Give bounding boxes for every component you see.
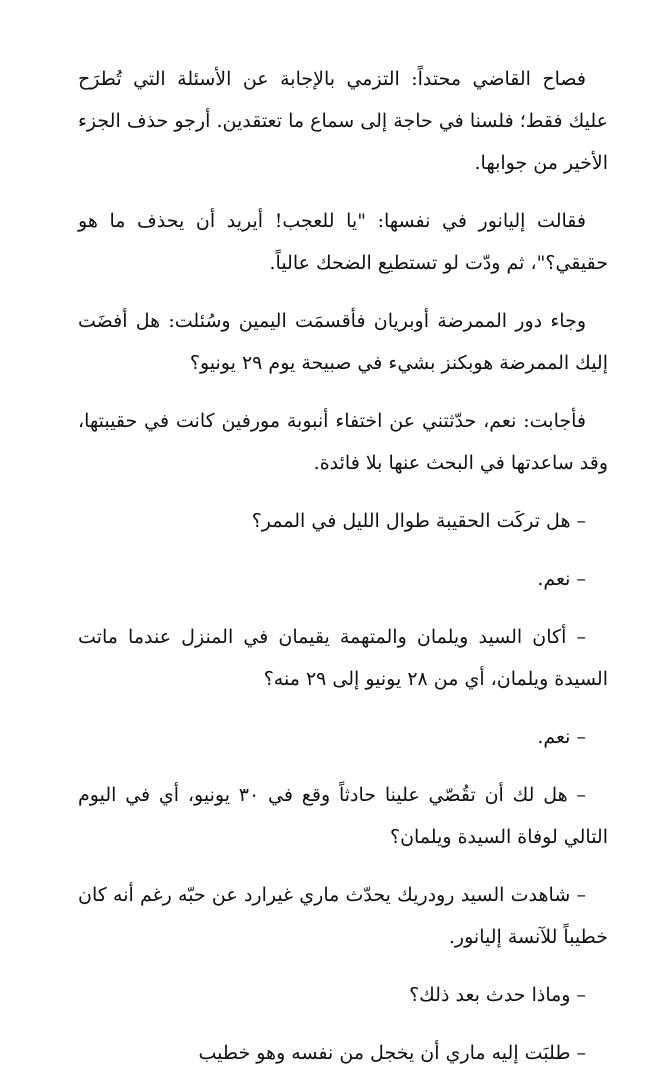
dialogue-question-then: – وماذا حدث بعد ذلك؟ bbox=[409, 984, 586, 1006]
dialogue-answer-yes-2: – نعم. bbox=[537, 726, 586, 748]
document-page bbox=[78, 58, 608, 1090]
dialogue-answer-roderick: – شاهدت السيد رودريك يحدّث ماري غيرارد عن حبّه رغم أنه كان خطيباً للآنسة إليانور. bbox=[78, 884, 608, 948]
paragraph-nurse-answer: فأجابت: نعم، حدّثتني عن اختفاء أنبوبة مورفين كانت في حقيبتها، وقد ساعدتها في البحث عنها بلا فائدة. bbox=[78, 410, 608, 474]
dialogue-answer-mary: – طلبَت إليه ماري أن يخجل من نفسه وهو خطيب bbox=[198, 1042, 586, 1064]
dialogue-question-bag: – هل تركَت الحقيبة طوال الليل في الممر؟ bbox=[251, 510, 586, 532]
dialogue-answer-yes: – نعم. bbox=[537, 568, 586, 590]
paragraph-judge-exclaims: فصاح القاضي محتداً: التزمي بالإجابة عن الأسئلة التي تُطرَح عليك فقط؛ فلسنا في حاجة إلى سماع ما تعتقدين. أرجو حذف الجزء الأخير من جوابها. bbox=[78, 68, 608, 174]
paragraph-nurse-obrien-sworn: وجاء دور الممرضة أوبريان فأقسمَت اليمين وسُئلت: هل أفضَت إليك الممرضة هوبكنز بشيء في صبيحة يوم ٢٩ يونيو؟ bbox=[78, 310, 608, 374]
dialogue-question-incident: – هل لك أن تقُصّي علينا حادثاً وقع في ٣٠ يونيو، أي في اليوم التالي لوفاة السيدة ويلمان؟ bbox=[78, 784, 608, 848]
paragraph-eleanor-thinks: فقالت إليانور في نفسها: "يا للعجب! أيريد أن يحذف ما هو حقيقي؟"، ثم ودّت لو تستطيع الضحك عالياً. bbox=[78, 210, 608, 274]
dialogue-question-residence: – أكان السيد ويلمان والمتهمة يقيمان في المنزل عندما ماتت السيدة ويلمان، أي من ٢٨ يونيو إلى ٢٩ منه؟ bbox=[78, 626, 608, 690]
